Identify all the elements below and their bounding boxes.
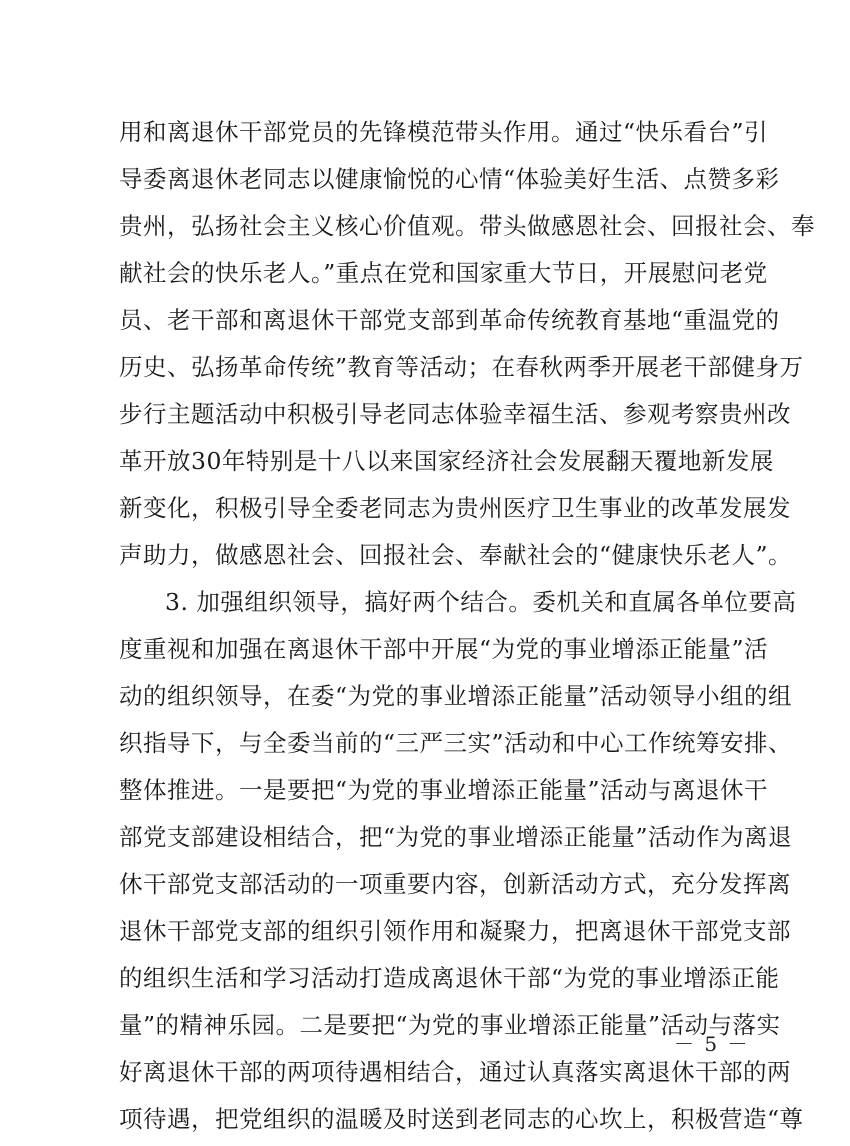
body-text-line: 步行主题活动中积极引导老同志体验幸福生活、参观考察贵州改 (119, 400, 791, 428)
body-text-line: 部党支部建设相结合，把“为党的事业增添正能量”活动作为离退 (119, 823, 793, 851)
page-number: － 5 － (674, 1032, 750, 1056)
body-text-line: 的组织生活和学习活动打造成离退休干部“为党的事业增添正能 (119, 964, 780, 992)
body-text-line: 织指导下，与全委当前的“三严三实”活动和中心工作统筹安排、 (119, 729, 793, 757)
body-text-line: 新变化，积极引导全委老同志为贵州医疗卫生事业的改革发展发 (119, 494, 791, 522)
body-text-line: 动的组织领导，在委“为党的事业增添正能量”活动领导小组的组 (119, 682, 793, 710)
paragraph-end-line: 声助力，做感恩社会、回报社会、奉献社会的“健康快乐老人”。 (119, 541, 793, 569)
body-text-line: 休干部党支部活动的一项重要内容，创新活动方式，充分发挥离 (119, 870, 791, 898)
body-text-line: 量”的精神乐园。二是要把“为党的事业增添正能量”活动与落实 (119, 1011, 781, 1039)
body-text-line: 员、老干部和离退休干部党支部到革命传统教育基地“重温党的 (119, 306, 780, 334)
body-text-line: 革开放30年特别是十八以来国家经济社会发展翻天覆地新发展 (119, 447, 774, 475)
body-text-line: 整体推进。一是要把“为党的事业增添正能量”活动与离退休干 (119, 776, 769, 804)
body-text-line: 历史、弘扬革命传统”教育等活动；在春秋两季开展老干部健身万 (119, 353, 804, 381)
body-text-line: 好离退休干部的两项待遇相结合，通过认真落实离退休干部的两 (119, 1058, 791, 1086)
body-text-line: 度重视和加强在离退休干部中开展“为党的事业增添正能量”活 (119, 635, 769, 663)
body-text-line: 献社会的快乐老人。”重点在党和国家重大节日，开展慰问老党 (119, 259, 768, 287)
body-text-line: 用和离退休干部党员的先锋模范带头作用。通过“快乐看台”引 (119, 118, 769, 146)
body-text-line: 项待遇，把党组织的温暖及时送到老同志的心坎上，积极营造“尊 (119, 1105, 804, 1133)
body-text-line: 贵州，弘扬社会主义核心价值观。带头做感恩社会、回报社会、奉 (119, 212, 815, 240)
body-text-line: 导委离退休老同志以健康愉悦的心情“体验美好生活、点赞多彩 (119, 165, 780, 193)
section-heading-line: 3. 加强组织领导，搞好两个结合。委机关和直属各单位要高 (165, 588, 797, 616)
body-text-line: 退休干部党支部的组织引领作用和凝聚力，把离退休干部党支部 (119, 917, 791, 945)
